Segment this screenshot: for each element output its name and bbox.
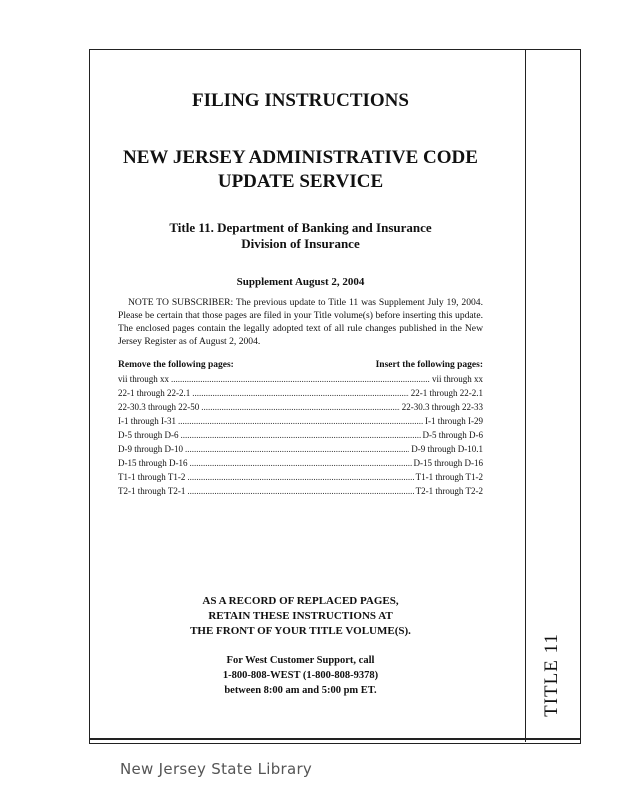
title-line1: Title 11. Department of Banking and Insurance [169,220,432,235]
insert-cell: vii through xx [432,374,483,384]
table-row [118,372,483,386]
tab-label-text: TITLE 11 [541,633,563,717]
leader-dots [171,372,430,386]
remove-cell: vii through xx [118,374,169,384]
supplement-date: Supplement August 2, 2004 [236,276,365,288]
table-row [118,386,483,400]
table-row [118,428,483,442]
table-row [118,484,483,498]
remove-cell: D-9 through D-10 [118,444,183,454]
insert-cell: D-5 through D-6 [422,430,483,440]
leader-dots [190,456,412,470]
support-notice [118,653,483,698]
library-watermark: New Jersey State Library [120,760,313,778]
leader-dots [187,470,413,484]
remove-cell: D-5 through D-6 [118,430,179,440]
insert-cell: T2-1 through T2-2 [415,486,483,496]
insert-cell: D-15 through D-16 [413,458,483,468]
insert-cell: D-9 through D-10.1 [411,444,483,454]
subscriber-note: NOTE TO SUBSCRIBER: The previous update to Title 11 was Supplement July 19, 2004. Please be certain that those pages are filed in your Title volume(s) before inserting this update. The enclosed pages contain the legally adopted text of all rule changes published in the New Jersey Register as of August 2, 2004. [118,297,483,347]
frame-bottom-rule [89,738,581,740]
leader-dots [192,386,409,400]
remove-cell: D-15 through D-16 [118,458,188,468]
record-notice [118,594,483,639]
remove-cell: 22-30.3 through 22-50 [118,402,200,412]
leader-dots [185,442,409,456]
insert-cell: T1-1 through T1-2 [415,472,483,482]
code-title-line1: NEW JERSEY ADMINISTRATIVE CODE [123,147,478,168]
document-body [118,90,483,698]
title-line2: Division of Insurance [241,236,360,251]
pages-table-header [118,360,483,370]
pages-table [118,372,483,498]
leader-dots [178,414,423,428]
insert-header: Insert the following pages: [375,360,483,370]
table-row [118,442,483,456]
insert-cell: 22-30.3 through 22-33 [401,402,483,412]
table-row [118,400,483,414]
leader-dots [201,400,400,414]
insert-cell: I-1 through I-29 [425,416,483,426]
insert-cell: 22-1 through 22-2.1 [410,388,483,398]
code-title-line2: UPDATE SERVICE [217,171,384,192]
table-row [118,470,483,484]
support-phone: 1-800-808-WEST (1-800-808-9378) [222,670,379,681]
table-row [118,414,483,428]
support-line1: For West Customer Support, call [226,655,375,666]
leader-dots [181,428,421,442]
table-row [118,456,483,470]
remove-cell: T1-1 through T1-2 [118,472,186,482]
record-line2: RETAIN THESE INSTRUCTIONS AT [208,610,393,622]
remove-cell: T2-1 through T2-1 [118,486,186,496]
remove-cell: 22-1 through 22-2.1 [118,388,191,398]
record-line3: THE FRONT OF YOUR TITLE VOLUME(S). [190,625,411,637]
remove-header: Remove the following pages: [118,360,234,370]
remove-cell: I-1 through I-31 [118,416,176,426]
record-line1: AS A RECORD OF REPLACED PAGES, [202,595,399,607]
support-hours: between 8:00 am and 5:00 pm ET. [224,685,377,696]
side-tab-label [525,620,579,730]
doc-heading: FILING INSTRUCTIONS [192,90,409,111]
leader-dots [187,484,413,498]
